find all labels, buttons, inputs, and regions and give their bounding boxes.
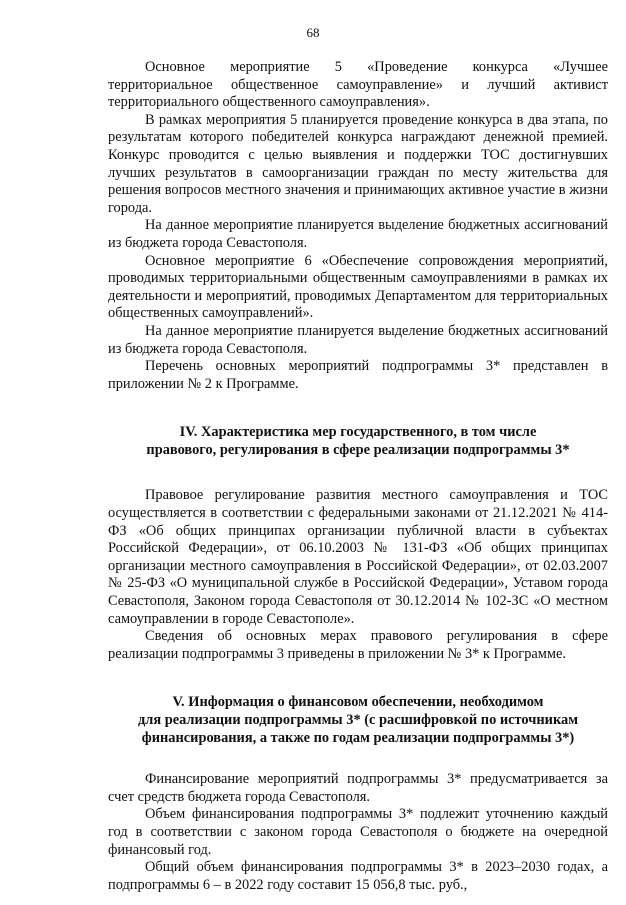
paragraph: Основное мероприятие 5 «Проведение конкурса «Лучшее территориальное общественное самоуправление» и лучший активист территориального общественного самоуправления». — [108, 59, 608, 111]
paragraph: Общий объем финансирования подпрограммы 3* в 2023–2030 годах, а подпрограммы 6 – в 2022 году составит 15 056,8 тыс. руб., — [108, 859, 608, 893]
heading-line: V. Информация о финансовом обеспечении, необходимом — [172, 694, 544, 711]
heading-line: финансирования, а также по годам реализации подпрограммы 3*) — [141, 729, 575, 746]
paragraph: Правовое регулирование развития местного самоуправления и ТОС осуществляется в соответствии с федеральными законами от 21.12.2021 № 414-ФЗ «Об общих принципах организации публичной власти в субъектах Российской Федерации», от 06.10.2003 № 131-ФЗ «Об общих принципах организации местного самоуправления в Российской Федерации», от 02.03.2007 № 25-ФЗ «О муниципальной службе в Российской Федерации», Уставом города Севастополя, Законом города Севастополя от 30.12.2014 № 102-ЗС «О местном самоуправлении в городе Севастополе». — [108, 487, 608, 627]
section-5-heading — [108, 694, 608, 747]
heading-line: IV. Характеристика мер государственного, в том числе — [179, 424, 537, 441]
heading-line: правового, регулирования в сфере реализации подпрограммы 3* — [146, 441, 570, 458]
paragraph: Сведения об основных мерах правового регулирования в сфере реализации подпрограммы 3 приведены в приложении № 3* к Программе. — [108, 628, 608, 662]
paragraph: На данное мероприятие планируется выделение бюджетных ассигнований из бюджета города Севастополя. — [108, 217, 608, 251]
paragraph: Финансирование мероприятий подпрограммы 3* предусматривается за счет средств бюджета города Севастополя. — [108, 771, 608, 805]
heading-line: для реализации подпрограммы 3* (с расшифровкой по источникам — [137, 712, 579, 728]
paragraph: Объем финансирования подпрограммы 3* подлежит уточнению каждый год в соответствии с законом города Севастополя о бюджете на очередной финансовый год. — [108, 806, 608, 858]
document-body — [108, 59, 608, 894]
paragraph: Перечень основных мероприятий подпрограммы 3* представлен в приложении № 2 к Программе. — [108, 358, 608, 392]
page-number: 68 — [306, 25, 320, 40]
paragraph: На данное мероприятие планируется выделение бюджетных ассигнований из бюджета города Севастополя. — [108, 322, 608, 357]
section-4-heading — [108, 424, 608, 459]
paragraph: Основное мероприятие 6 «Обеспечение сопровождения мероприятий, проводимых территориальными общественным самоуправлениями в рамках их деятельности и мероприятий, проводимых Департаментом для территориальных общественных самоуправлений». — [108, 252, 608, 322]
paragraph: В рамках мероприятия 5 планируется проведение конкурса в два этапа, по результатам которого победителей конкурса награждают денежной премией. Конкурс проводится с целью выявления и поддержки ТОС достигнувших лучших результатов в самоорганизации граждан по месту жительства для решения вопросов местного значения и принимающих активное участие в жизни города. — [108, 111, 608, 216]
